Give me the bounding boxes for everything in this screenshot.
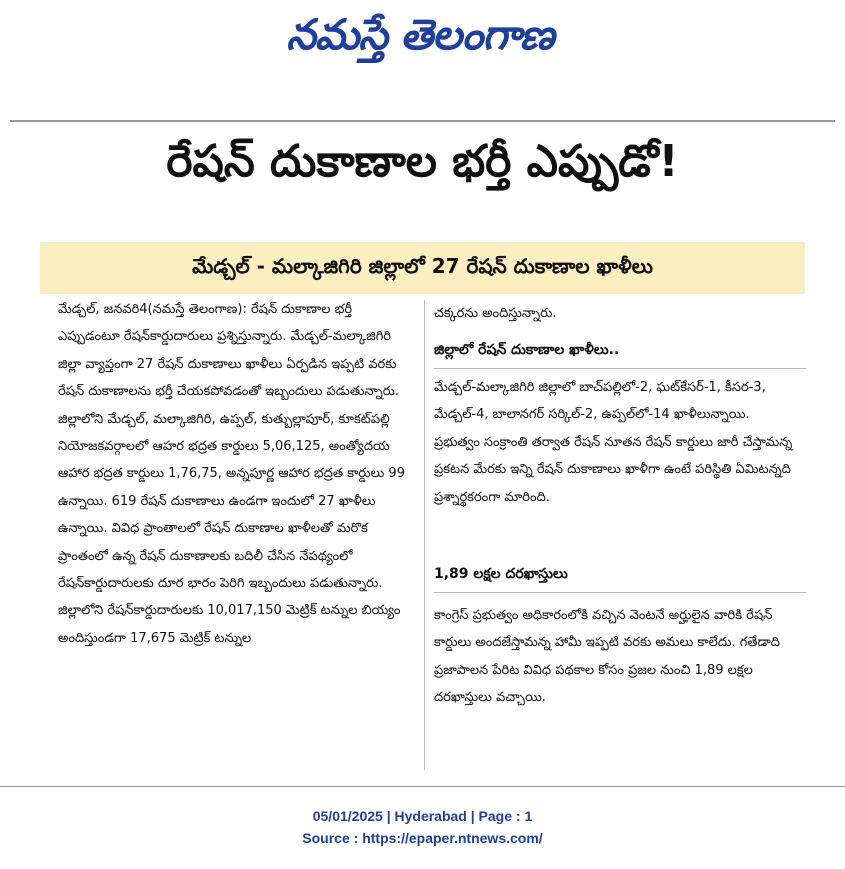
subheadline-band	[40, 242, 805, 294]
column-divider	[424, 300, 425, 770]
left-column-text: మేడ్చల్, జనవరి4(నమస్తే తెలంగాణ): రేషన్ దుకాణాల భర్తీ ఎప్పుడంటూ రేషన్‌కార్డుదారులు ప్రశ్నిస్తున్నారు. మేడ్చల్-మల్కాజిగిరి జిల్లా వ్యాప్తంగా 27 రేషన్ దుకాణాలు ఖాళీలు ఏర్పడిన ఇప్పటి వరకు రేషన్ దుకాణాలను భర్తీ చేయకపోవడంతో ఇబ్బందులు పడుతున్నారు. జిల్లాలోని మేడ్చల్, మల్కాజిగిరి, ఉప్పల్, కుత్బుల్లాపూర్, కూకట్‌పల్లి నియోజకవర్గాలలో ఆహర భద్రత కార్డులు 5,06,125, అంత్యోదయ ఆహార భద్రత కార్డులు 1,76,75, అన్నపూర్ణ ఆహార భద్రత కార్డులు 99 ఉన్నాయి. 619 రేషన్ దుకాణాలు ఉండగా ఇందులో 27 ఖాళీలు ఉన్నాయి. వివిధ ప్రాంతాలలో రేషన్ దుకాణాల ఖాళీలతో మరొక ప్రాంతంలో ఉన్న రేషన్ దుకాణాలకు బదిలీ చేసిన నేపథ్యంలో రేషన్‌కార్డుదారులకు దూర భారం పెరిగి ఇబ్బందులు పడుతున్నారు. జిల్లాలోని రేషన్‌కార్డుదారులకు 10,017,150 మెట్రిక్ టన్నుల బియ్యం అందిస్తుండగా 17,675 మెట్రిక్ టన్నుల	[58, 302, 405, 646]
article-headline: రేషన్ దుకాణాల భర్తీ ఎప్పుడో!	[166, 136, 679, 187]
section-rule	[434, 592, 806, 593]
footer-dateline: 05/01/2025 | Hyderabad | Page : 1	[312, 808, 533, 824]
newspaper-logo: నమస్తే తెలంగాణ	[286, 10, 554, 59]
section1-text: మేడ్చల్-మల్కాజిగిరి జిల్లాలో బాచ్‌పల్లిలో-2, ఘట్‌కేసర్-1, కీసర-3, మేడ్చల్-4, బాలానగర్ సర్కిల్-2, ఉప్పల్‌లో-14 ఖాళీలున్నాయి. ప్రభుత్వం సంక్రాంతి తర్వాత రేషన్ నూతన రేషన్ కార్డులు జారీ చేస్తామన్న ప్రకటన మేరకు ఇన్ని రేషన్ దుకాణాలు ఖాళీగా ఉంటే పరిస్థితి ఏమిటన్నది ప్రశ్నార్థకరంగా మారింది.	[434, 380, 793, 505]
masthead	[0, 0, 845, 100]
article-right-column-top	[434, 300, 789, 327]
section-body-vacancies	[434, 374, 794, 511]
footer-source: Source : https://epaper.ntnews.com/	[302, 830, 543, 846]
section-heading-vacancies: జిల్లాలో రేషన్ దుకాణాల ఖాళీలు..	[434, 342, 620, 358]
bottom-divider	[0, 786, 845, 787]
article-left-column	[58, 296, 418, 652]
section-body-applications	[434, 602, 804, 712]
section-rule	[434, 368, 806, 369]
section2-text: కాంగ్రెస్ ప్రభుత్వం అధికారంలోకి వచ్చిన వెంటనే అర్హులైన వారికి రేషన్ కార్డులు అందజేస్తామన్న హామీ ఇప్పటి వరకు అమలు కాలేదు. గతేడాది ప్రజాపాలన పేరిట వివిధ పథకాల కోసం ప్రజల నుంచి 1,89 లక్షల దరఖాస్తులు వచ్చాయి.	[434, 608, 780, 706]
section-heading-applications: 1,89 లక్షల దరఖాస్తులు	[434, 566, 568, 582]
right-column-continuation: చక్కరను అందిస్తున్నారు.	[434, 306, 557, 321]
top-divider	[10, 120, 835, 122]
article-subheadline: మేడ్చల్ - మల్కాజిగిరి జిల్లాలో 27 రేషన్ దుకాణాల ఖాళీలు	[192, 254, 653, 278]
